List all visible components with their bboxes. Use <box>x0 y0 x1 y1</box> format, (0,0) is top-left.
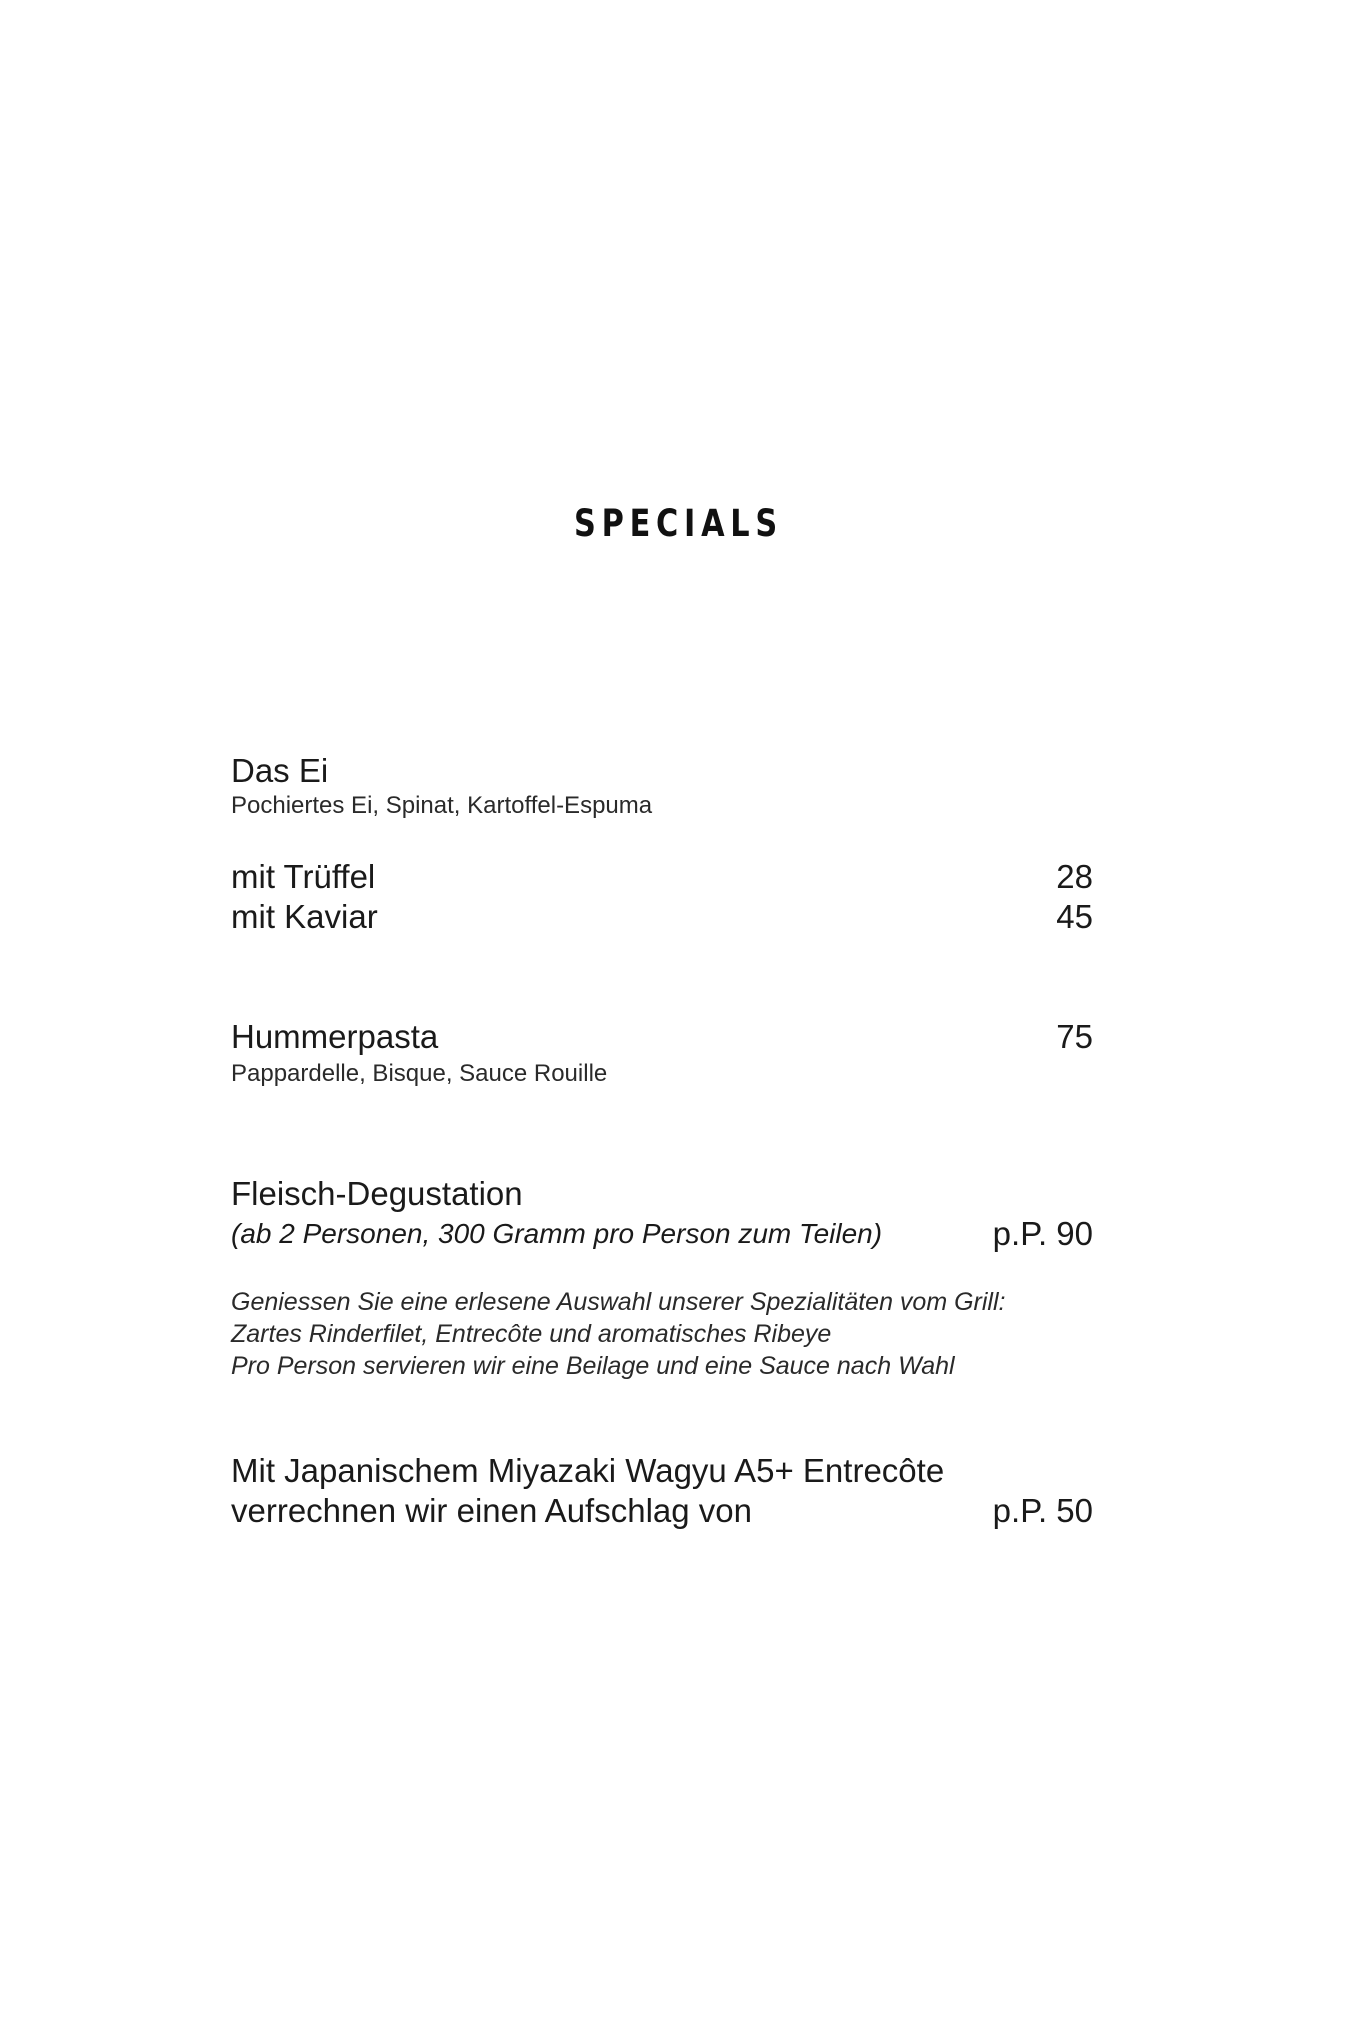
dish-description-das-ei: Pochiertes Ei, Spinat, Kartoffel-Espuma <box>231 792 653 819</box>
dish-price-fleisch: p.P. 90 <box>992 1215 1093 1252</box>
dish-description-line: Zartes Rinderfilet, Entrecôte und aromatisches Ribeye <box>231 1320 832 1348</box>
wagyu-line-1: Mit Japanischem Miyazaki Wagyu A5+ Entrecôte <box>231 1452 945 1489</box>
page-title: SPECIALS <box>574 502 783 545</box>
dish-name-fleisch: Fleisch-Degustation <box>231 1175 523 1212</box>
dish-name-hummerpasta: Hummerpasta <box>231 1018 439 1055</box>
dish-description-line: Geniessen Sie eine erlesene Auswahl unserer Spezialitäten vom Grill: <box>231 1288 1006 1316</box>
option-label-trueffel: mit Trüffel <box>231 858 376 895</box>
dish-description-hummerpasta: Pappardelle, Bisque, Sauce Rouille <box>231 1060 608 1087</box>
dish-description-line: Pro Person servieren wir eine Beilage und eine Sauce nach Wahl <box>231 1352 955 1380</box>
option-price-kaviar: 45 <box>1056 898 1093 935</box>
wagyu-price: p.P. 50 <box>992 1492 1093 1529</box>
dish-price-hummerpasta: 75 <box>1056 1018 1093 1055</box>
option-label-kaviar: mit Kaviar <box>231 898 378 935</box>
wagyu-line-2: verrechnen wir einen Aufschlag von <box>231 1492 752 1529</box>
dish-name-das-ei: Das Ei <box>231 752 329 789</box>
option-price-trueffel: 28 <box>1056 858 1093 895</box>
dish-note-fleisch: (ab 2 Personen, 300 Gramm pro Person zum Teilen) <box>231 1218 883 1249</box>
